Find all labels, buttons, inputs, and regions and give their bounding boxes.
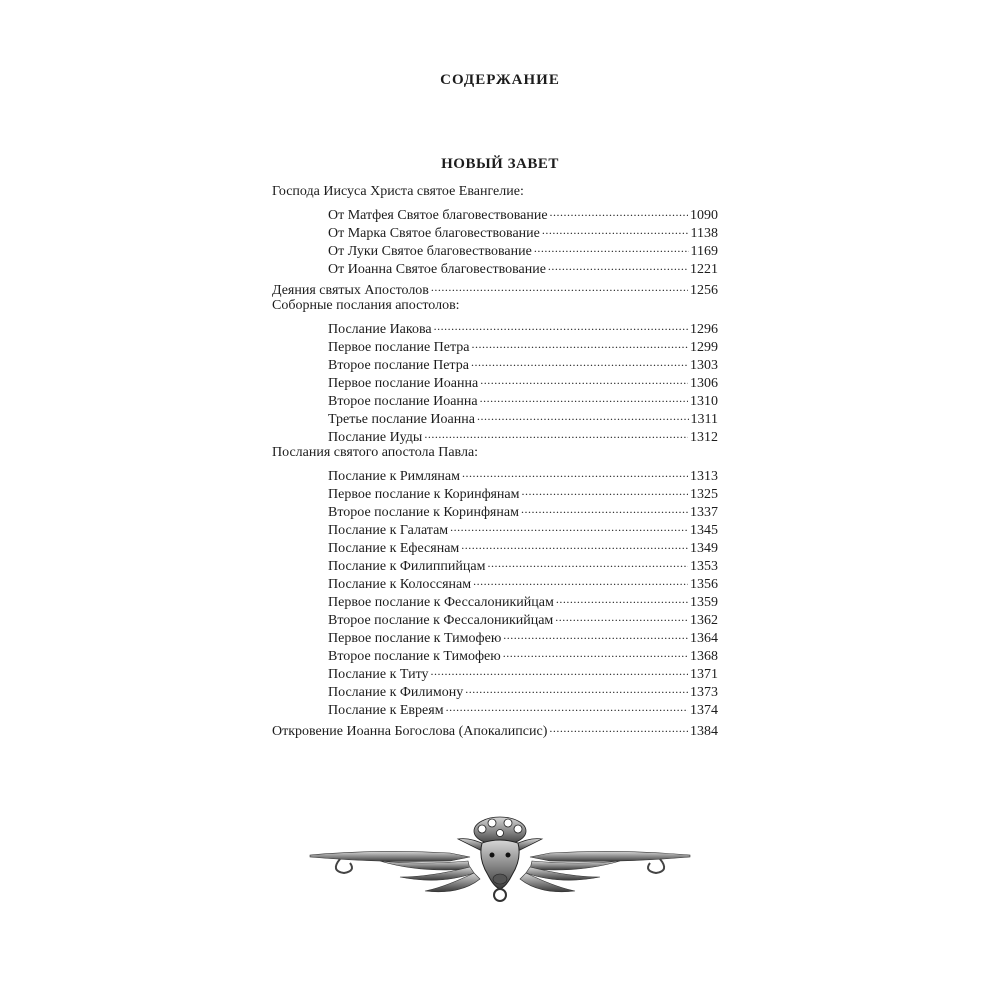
toc-entry-page: 1306	[690, 376, 718, 391]
toc-entry-label: От Иоанна Святое благовествование	[328, 262, 546, 277]
toc-entry-page: 1337	[690, 505, 718, 520]
toc-entry-page: 1362	[690, 613, 718, 628]
toc-entry-label: Второе послание к Коринфянам	[328, 505, 519, 520]
toc-entry-page: 1169	[690, 244, 718, 259]
toc-entry-label: Послание Иуды	[328, 430, 423, 445]
toc-entry-page: 1373	[690, 685, 718, 700]
toc-entry-page: 1364	[690, 631, 718, 646]
catholic-epistles-heading: Соборные послания апостолов:	[272, 298, 460, 313]
catholic-epistles-group	[272, 297, 718, 445]
toc-entry-label: Первое послание к Коринфянам	[328, 487, 520, 502]
toc-entry-label: Второе послание Иоанна	[328, 394, 478, 409]
toc-entry-label: Первое послание к Фессалоникийцам	[328, 595, 554, 610]
toc-entry-page: 1374	[690, 703, 718, 718]
pauline-epistles-heading: Послания святого апостола Павла:	[272, 445, 479, 460]
page-title: СОДЕРЖАНИЕ	[440, 72, 560, 88]
toc-entry-page: 1296	[690, 322, 718, 337]
toc-entry-label: Первое послание к Тимофею	[328, 631, 502, 646]
toc-entry-label: Послание к Римлянам	[328, 469, 461, 484]
toc-entry-label: От Марка Святое благовествование	[328, 226, 540, 241]
toc-entry-label: Послание Иакова	[328, 322, 432, 337]
toc-entry-page: 1384	[690, 724, 718, 739]
toc-entry-page: 1353	[690, 559, 718, 574]
toc-entry-page: 1221	[690, 262, 718, 277]
gospels-heading: Господа Иисуса Христа святое Евангелие:	[272, 184, 524, 199]
toc-entry-label: Откровение Иоанна Богослова (Апокалипсис)	[272, 724, 548, 739]
toc-entry-label: Послание к Галатам	[328, 523, 449, 538]
toc-entry-page: 1345	[690, 523, 718, 538]
toc-entry-page: 1349	[690, 541, 718, 556]
toc-entry-label: От Луки Святое благовествование	[328, 244, 532, 259]
toc-entry-label: Второе послание Петра	[328, 358, 469, 373]
toc-entry-label: Послание к Колоссянам	[328, 577, 472, 592]
toc-entry-label: Первое послание Иоанна	[328, 376, 479, 391]
toc-entry-page: 1359	[690, 595, 718, 610]
toc-entry-label: Деяния святых Апостолов	[272, 283, 429, 298]
toc-entry-label: Первое послание Петра	[328, 340, 470, 355]
toc-entry-page: 1256	[690, 283, 718, 298]
section-title: НОВЫЙ ЗАВЕТ	[441, 156, 559, 172]
toc-entry-label: Послание к Титу	[328, 667, 429, 682]
toc-entry-page: 1303	[690, 358, 718, 373]
table-of-contents	[272, 183, 718, 738]
toc-entry-page: 1325	[690, 487, 718, 502]
toc-entry-label: Послание к Филиппийцам	[328, 559, 486, 574]
toc-entry[interactable]	[272, 315, 718, 337]
toc-entry-page: 1371	[690, 667, 718, 682]
bull-head-ornament-icon	[300, 815, 700, 910]
toc-entry-page: 1310	[690, 394, 718, 409]
toc-entry-page: 1368	[690, 649, 718, 664]
toc-entry-page: 1312	[690, 430, 718, 445]
pauline-epistles-group	[272, 444, 718, 718]
toc-entry-label: Послание к Филимону	[328, 685, 464, 700]
toc-entry-label: Второе послание к Фессалоникийцам	[328, 613, 554, 628]
toc-entry-page: 1138	[690, 226, 718, 241]
toc-entry[interactable]	[272, 201, 718, 223]
toc-entry-page: 1090	[690, 208, 718, 223]
gospels-group	[272, 183, 718, 277]
toc-entry-label: Третье послание Иоанна	[328, 412, 475, 427]
toc-entry-label: От Матфея Святое благовествование	[328, 208, 548, 223]
toc-entry-page: 1313	[690, 469, 718, 484]
toc-entry-page: 1311	[690, 412, 718, 427]
toc-entry-page: 1356	[690, 577, 718, 592]
toc-entry-label: Послание к Евреям	[328, 703, 444, 718]
toc-entry-label: Второе послание к Тимофею	[328, 649, 501, 664]
toc-entry-page: 1299	[690, 340, 718, 355]
toc-entry[interactable]	[272, 462, 718, 484]
toc-entry-label: Послание к Ефесянам	[328, 541, 460, 556]
